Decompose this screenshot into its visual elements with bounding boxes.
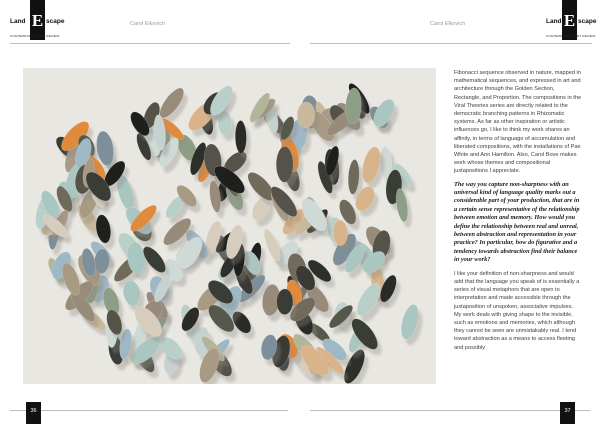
- interview-question: The way you capture non-sharpness with an universal kind of language quality marks out a considerable part of your production, that are in a certain sense representative of the relationship between emotion and memory. How would you define the relationship between real and unreal, between abstraction and representation in your practice? In particular, how do figurative and a tendency towards abstraction find their balance in your work?: [454, 180, 580, 264]
- logo-letter-e: E: [31, 11, 44, 30]
- footer-rule-right: [310, 410, 590, 411]
- article-column: [454, 69, 582, 357]
- logo-subtitle: CONTEMPORARY ART REVIEW: [546, 34, 596, 38]
- leaf-element: [394, 188, 410, 223]
- leaf-element: [235, 120, 247, 153]
- leaf-element: [276, 289, 293, 315]
- page-number-right: 37: [560, 402, 575, 424]
- artwork-leaves: [23, 68, 436, 384]
- logo-word-land: Land: [546, 18, 562, 25]
- footer-rule-left: [10, 410, 288, 411]
- header-rule-left: [10, 43, 290, 44]
- logo-word-scape: scape: [578, 18, 597, 25]
- author-name-left: Carol Elkovich: [130, 21, 166, 27]
- leaf-element: [297, 102, 315, 128]
- logo-word-scape: scape: [46, 18, 65, 25]
- logo-letter-e: E: [563, 11, 576, 30]
- body-paragraph: I like your definition of non-sharpness and would add that the language you speak of is essentially a series of visual metaphors that are open to interpretation and made accessible through the juxtaposition of unspoken, associative impulses. My work deals with giving shape to the invisible, such as emotions and memories, which although they cannot be seen are unmistakably real. I tend toward abstraction as a means to access fleeting and possibly: [454, 270, 580, 351]
- logo-subtitle: CONTEMPORARY ART REVIEW: [10, 34, 60, 38]
- artwork-photo: [23, 68, 436, 384]
- body-paragraph: Fibonacci sequence observed in nature, mapped in mathematical sequences, and expressed in art and architecture through the Golden Section, Rectangle, and Proportion. The compositions in the Viral Theories series are directly related to the democratic branching patterns in Rhizomatic systems. As far as other inspiration or artistic influences go, I like to think my work shares an affinity, in terms of language of accumulation and liberated compositions, with the installations of Pae White and Ann Hamilton. Also, Carol Bove makes work whose themes and compositional juxtapositions I appreciate.: [454, 70, 582, 175]
- leaf-element: [276, 146, 293, 182]
- page-number-left: 36: [26, 402, 41, 424]
- header-rule-right: [310, 43, 592, 44]
- author-name-right: Carol Elkovich: [430, 21, 466, 27]
- logo-word-land: Land: [10, 18, 26, 25]
